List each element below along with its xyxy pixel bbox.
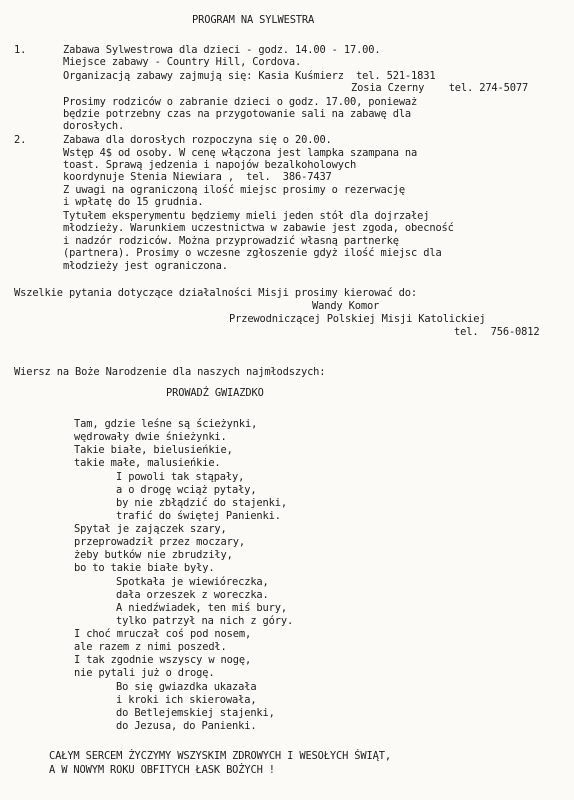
poem-verse: ale razem z nimi poszedł. [74, 641, 227, 653]
poem-verse: tylko patrzył na nich z góry. [116, 615, 294, 627]
contact-name: Wandy Komor [312, 300, 380, 312]
section-2-line: toast. Sprawą jedzenia i napojów bezalkoholowych [63, 159, 357, 171]
section-1-number: 1. [14, 44, 27, 56]
contact-intro: Wszelkie pytania dotyczące działalności Misji prosimy kierować do: [14, 287, 417, 299]
section-2-line: (partnera). Prosimy o wczesne zgłoszenie gdyż ilość miejsc dla [63, 247, 442, 259]
poem-verse: Bo się gwiazdka ukazała [116, 681, 257, 693]
poem-verse: I tak zgodnie wszyscy w nogę, [74, 654, 252, 666]
section-2-line: Tytułem eksperymentu będziemy mieli jeden stół dla dojrzałej [63, 210, 430, 222]
poem-verse: A niedźwiadek, ten miś bury, [116, 602, 287, 614]
section-2-line: młodzieży jest ograniczona. [63, 260, 228, 272]
poem-verse: Spotkała je wiewióreczka, [116, 576, 269, 588]
closing-wishes: CAŁYM SERCEM ŻYCZYMY WSZYSKIM ZDROWYCH I WESOŁYCH ŚWIĄT, [49, 750, 391, 762]
section-1-line: dorosłych. [63, 120, 125, 132]
poem-intro: Wiersz na Boże Narodzenie dla naszych najmłodszych: [14, 366, 326, 378]
poem-verse: przeprowadził przez moczary, [74, 536, 245, 548]
poem-verse: Tam, gdzie leśne są ścieżynki, [74, 418, 258, 430]
section-2-line: Z uwagi na ograniczoną ilość miejsc prosimy o rezerwację [63, 184, 405, 196]
poem-verse: Takie białe, bielusieńkie, [74, 444, 233, 456]
poem-verse: nie pytali już o drogę. [74, 667, 215, 679]
section-2-line: Wstęp 4$ od osoby. W cenę włączona jest lampka szampana na [63, 147, 418, 159]
poem-verse: wędrowały dwie śnieżynki. [74, 431, 227, 443]
poem-verse: do Betlejemskiej stajenki, [116, 707, 275, 719]
section-1-line: będzie potrzebny czas na przygotowanie sali na zabawę dla [63, 108, 412, 120]
section-1-line: Prosimy rodziców o zabranie dzieci o godz. 17.00, ponieważ [63, 96, 418, 108]
poem-verse: i kroki ich skierowała, [116, 694, 257, 706]
poem-verse: do Jezusa, do Panienki. [116, 720, 257, 732]
closing-wishes: A W NOWYM ROKU OBFITYCH ŁASK BOŻYCH ! [49, 764, 275, 776]
poem-verse: by nie zbłądzić do stajenki, [116, 497, 287, 509]
contact-phone: tel. 756-0812 [454, 326, 540, 338]
section-2-line: Zabawa dla dorosłych rozpoczyna się o 20.00. [63, 134, 332, 146]
poem-verse: a o drogę wciąż pytały, [116, 484, 257, 496]
poem-verse: bo to takie białe były. [74, 562, 215, 574]
poem-verse: takie małe, malusieńkie. [74, 457, 221, 469]
section-2-line: i wpłatę do 15 grudnia. [63, 196, 204, 208]
poem-verse: I choć mruczał coś pod nosem, [74, 628, 252, 640]
section-2-line: i nadzór rodziców. Można przyprowadzić własną partnerkę [63, 235, 399, 247]
section-1-line: Zosia Czerny tel. 274-5077 [351, 82, 529, 94]
poem-title: PROWADŹ GWIAZDKO [166, 387, 264, 399]
document-title: PROGRAM NA SYLWESTRA [192, 14, 315, 26]
contact-role: Przewodniczącej Polskiej Misji Katolickiej [229, 313, 486, 325]
poem-verse: I powoli tak stąpały, [116, 471, 245, 483]
section-1-line: Organizacją zabawy zajmują się: Kasia Kuśmierz tel. 521-1831 [63, 70, 436, 82]
section-2-number: 2. [14, 134, 27, 146]
section-2-line: młodzieży. Warunkiem uczestnictwa w zabawie jest zgoda, obecność [63, 222, 454, 234]
poem-verse: trafić do świętej Panienki. [116, 510, 281, 522]
section-1-line: Miejsce zabawy - Country Hill, Cordova. [63, 56, 302, 68]
section-2-line: koordynuje Stenia Niewiara , tel. 386-7437 [63, 171, 332, 183]
poem-verse: żeby butków nie zbrudziły, [74, 549, 233, 561]
poem-verse: dała orzeszek z woreczka. [116, 589, 269, 601]
poem-verse: Spytał je zajączek szary, [74, 523, 227, 535]
section-1-line: Zabawa Sylwestrowa dla dzieci - godz. 14.00 - 17.00. [63, 44, 381, 56]
